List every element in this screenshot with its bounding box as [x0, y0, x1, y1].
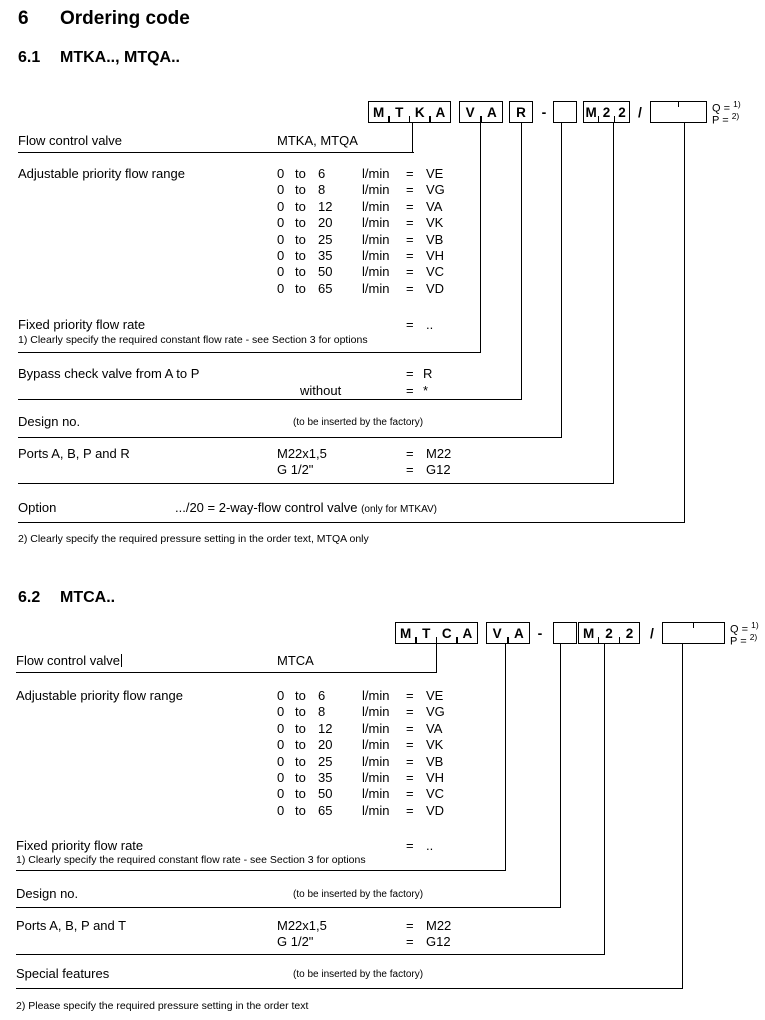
text-cursor-artifact	[121, 654, 122, 667]
code-cell: V	[465, 104, 475, 120]
flow-unit: l/min	[362, 215, 390, 231]
code-box-ports	[578, 622, 640, 644]
section-rule	[18, 483, 614, 484]
equals-sign: =	[406, 383, 414, 398]
connector-line	[604, 644, 605, 954]
code-cell	[663, 623, 693, 643]
code-box-design-empty	[553, 622, 577, 644]
flow-code: VH	[426, 247, 445, 263]
q-label: Q =	[730, 623, 749, 636]
port-code: G12	[426, 462, 451, 478]
equals-sign: =	[406, 838, 414, 853]
flow-to-word: to	[295, 786, 306, 802]
footnote-ref: 1)	[751, 620, 759, 630]
fixed-rate-code: ..	[426, 838, 434, 853]
flow-from: 0	[277, 247, 285, 263]
code-cell: M	[585, 104, 597, 120]
flow-unit: l/min	[362, 704, 390, 720]
row-label-design: Design no.	[16, 886, 79, 901]
equals-sign: =	[406, 366, 414, 381]
code-cell: M	[400, 625, 412, 641]
dash-separator: -	[537, 625, 543, 641]
code-cell	[554, 623, 576, 643]
connector-line	[560, 644, 561, 907]
bypass-without-code: *	[423, 383, 429, 398]
section-rule	[18, 399, 522, 400]
section-title: MTKA.., MTQA..	[60, 49, 180, 66]
bypass-without-label: without	[300, 383, 342, 398]
page-title	[18, 8, 190, 30]
flow-max: 65	[318, 802, 333, 818]
flow-from: 0	[277, 182, 285, 198]
equals-sign: =	[406, 280, 414, 296]
flow-to-word: to	[295, 753, 306, 769]
flow-to-word: to	[295, 769, 306, 785]
equals-sign: =	[406, 769, 414, 785]
port-thread: G 1/2"	[277, 934, 314, 950]
equals-sign: =	[406, 264, 414, 280]
footnote-ref: 2)	[749, 632, 758, 642]
footnote-ref: 2)	[731, 111, 740, 121]
flow-unit: l/min	[362, 247, 390, 263]
port-thread: M22x1,5	[277, 918, 327, 933]
section-title: Ordering code	[60, 8, 190, 29]
section-title: MTCA..	[60, 589, 116, 606]
equals-sign: =	[406, 166, 414, 181]
code-cell: C	[441, 625, 452, 641]
code-box-flow-variant	[459, 101, 503, 123]
flow-to-word: to	[295, 720, 306, 736]
section-rule	[16, 870, 506, 871]
design-note: (to be inserted by the factory)	[293, 417, 424, 428]
section-rule	[18, 522, 685, 523]
footnote-1: 1) Clearly specify the required constant flow rate - see Section 3 for options	[16, 854, 366, 866]
row-label-ports: Ports A, B, P and R	[18, 446, 130, 461]
q-label: Q =	[712, 102, 731, 115]
equals-sign: =	[406, 720, 414, 736]
equals-sign: =	[406, 182, 414, 198]
port-thread: G 1/2"	[277, 462, 314, 478]
flow-code: VA	[426, 720, 443, 736]
option-value: .../20 = 2-way-flow control valve	[175, 500, 358, 515]
code-cell: A	[513, 625, 524, 641]
code-cell: 2	[625, 625, 634, 641]
code-cell: M	[582, 625, 595, 641]
flow-max: 25	[318, 753, 333, 769]
code-cell: 2	[605, 625, 613, 641]
code-box-option-empty	[650, 101, 707, 123]
code-cell: A	[486, 104, 497, 120]
connector-line	[521, 123, 522, 399]
flow-max: 25	[318, 231, 333, 247]
connector-line	[436, 644, 437, 672]
connector-line	[412, 123, 413, 152]
equals-sign: =	[406, 446, 414, 461]
code-cell	[651, 102, 678, 122]
flow-unit: l/min	[362, 720, 390, 736]
row-label-flow-range: Adjustable priority flow range	[16, 688, 183, 703]
special-features-note: (to be inserted by the factory)	[293, 969, 424, 980]
code-cell: K	[414, 104, 425, 120]
flow-to-word: to	[295, 737, 306, 753]
equals-sign: =	[406, 802, 414, 818]
flow-max: 6	[318, 166, 326, 181]
connector-line	[480, 123, 481, 352]
footnote-2: 2) Please specify the required pressure setting in the order text	[16, 1000, 309, 1012]
connector-line	[613, 123, 614, 483]
flow-code: VG	[426, 704, 445, 720]
connector-line	[682, 644, 683, 988]
code-cell: 2	[618, 104, 626, 120]
flow-from: 0	[277, 215, 285, 231]
code-box-design-empty	[553, 101, 577, 123]
flow-max: 8	[318, 182, 326, 198]
flow-code: VB	[426, 231, 444, 247]
flow-max: 65	[318, 280, 333, 296]
flow-code: VH	[426, 769, 445, 785]
equals-sign: =	[406, 786, 414, 802]
equals-sign: =	[406, 753, 414, 769]
flow-from: 0	[277, 720, 285, 736]
code-box-model	[395, 622, 478, 644]
code-cell: V	[492, 625, 502, 641]
flow-unit: l/min	[362, 280, 390, 296]
dash-separator: -	[541, 104, 547, 120]
code-cell: A	[435, 104, 446, 120]
flow-max: 20	[318, 215, 333, 231]
section-6-2-heading	[18, 589, 115, 607]
flow-to-word: to	[295, 688, 306, 703]
flow-unit: l/min	[362, 688, 390, 703]
row-label-fixed-rate: Fixed priority flow rate	[16, 838, 144, 853]
flow-max: 12	[318, 720, 333, 736]
code-cell: T	[395, 104, 404, 120]
flow-to-word: to	[295, 215, 306, 231]
flow-to-word: to	[295, 182, 306, 198]
flow-code: VD	[426, 802, 445, 818]
row-label-bypass: Bypass check valve from A to P	[18, 366, 200, 381]
code-cell: A	[462, 625, 473, 641]
footnote-ref: 1)	[733, 99, 741, 109]
flow-max: 20	[318, 737, 333, 753]
equals-sign: =	[406, 688, 414, 703]
equals-sign: =	[406, 231, 414, 247]
section-rule	[18, 352, 481, 353]
row-label-flow-range: Adjustable priority flow range	[18, 166, 185, 181]
flow-max: 8	[318, 704, 326, 720]
flow-code: VA	[426, 198, 443, 214]
flow-to-word: to	[295, 247, 306, 263]
footnote-2: 2) Clearly specify the required pressure setting in the order text, MTQA only	[18, 533, 369, 545]
code-box-bypass	[509, 101, 533, 123]
flow-to-word: to	[295, 166, 306, 181]
equals-sign: =	[406, 247, 414, 263]
flow-to-word: to	[295, 198, 306, 214]
code-box-flow-variant	[486, 622, 530, 644]
code-cell: T	[422, 625, 431, 641]
bypass-code: R	[423, 366, 433, 381]
row-label-fixed-rate: Fixed priority flow rate	[18, 317, 146, 332]
flow-max: 35	[318, 769, 333, 785]
code-cell	[554, 102, 576, 122]
flow-to-word: to	[295, 704, 306, 720]
row-label-flow-valve: Flow control valve	[16, 653, 121, 668]
port-code: G12	[426, 934, 451, 950]
section-rule	[16, 954, 605, 955]
section-rule	[16, 907, 561, 908]
code-cell: M	[373, 104, 385, 120]
flow-from: 0	[277, 280, 285, 296]
flow-max: 50	[318, 786, 333, 802]
section-number: 6.2	[18, 589, 41, 606]
code-cell: R	[516, 104, 526, 120]
port-code: M22	[426, 446, 452, 461]
flow-from: 0	[277, 688, 285, 703]
flow-to-word: to	[295, 264, 306, 280]
connector-line	[505, 644, 506, 870]
footnote-1: 1) Clearly specify the required constant flow rate - see Section 3 for options	[18, 334, 368, 346]
flow-from: 0	[277, 786, 285, 802]
flow-code: VE	[426, 166, 444, 181]
fixed-rate-code: ..	[426, 317, 434, 332]
p-label: P =	[712, 114, 729, 127]
equals-sign: =	[406, 704, 414, 720]
row-value-flow-valve: MTCA	[277, 653, 314, 668]
flow-code: VB	[426, 753, 444, 769]
flow-unit: l/min	[362, 198, 390, 214]
row-label-ports: Ports A, B, P and T	[16, 918, 127, 933]
section-rule	[18, 437, 562, 438]
flow-unit: l/min	[362, 802, 390, 818]
flow-from: 0	[277, 753, 285, 769]
connector-line	[684, 123, 685, 522]
flow-unit: l/min	[362, 166, 390, 181]
flow-code: VK	[426, 215, 444, 231]
flow-unit: l/min	[362, 753, 390, 769]
row-label-special-features: Special features	[16, 966, 110, 981]
flow-unit: l/min	[362, 264, 390, 280]
flow-from: 0	[277, 166, 285, 181]
flow-code: VD	[426, 280, 445, 296]
flow-code: VE	[426, 688, 444, 703]
code-box-model	[368, 101, 451, 123]
code-box-ports	[583, 101, 630, 123]
flow-max: 50	[318, 264, 333, 280]
equals-sign: =	[406, 918, 414, 933]
section-number: 6.1	[18, 49, 41, 66]
flow-from: 0	[277, 802, 285, 818]
flow-to-word: to	[295, 802, 306, 818]
equals-sign: =	[406, 198, 414, 214]
code-cell	[679, 102, 706, 122]
equals-sign: =	[406, 215, 414, 231]
section-6-1-heading	[18, 49, 180, 67]
flow-code: VG	[426, 182, 445, 198]
flow-code: VK	[426, 737, 444, 753]
flow-to-word: to	[295, 231, 306, 247]
slash-separator: /	[638, 104, 642, 120]
flow-code: VC	[426, 786, 445, 802]
flow-unit: l/min	[362, 231, 390, 247]
flow-max: 6	[318, 688, 326, 703]
option-note: (only for MTKAV)	[361, 504, 438, 515]
flow-from: 0	[277, 231, 285, 247]
section-number: 6	[18, 8, 29, 29]
flow-unit: l/min	[362, 182, 390, 198]
option-value-line	[175, 500, 437, 515]
code-cell	[694, 623, 724, 643]
flow-from: 0	[277, 264, 285, 280]
equals-sign: =	[406, 462, 414, 478]
flow-max: 35	[318, 247, 333, 263]
flow-code: VC	[426, 264, 445, 280]
row-label-flow-valve: Flow control valve	[18, 133, 123, 148]
p-annotation	[712, 111, 739, 127]
port-thread: M22x1,5	[277, 446, 327, 461]
flow-to-word: to	[295, 280, 306, 296]
flow-from: 0	[277, 769, 285, 785]
flow-unit: l/min	[362, 786, 390, 802]
design-note: (to be inserted by the factory)	[293, 889, 424, 900]
port-code: M22	[426, 918, 452, 933]
flow-unit: l/min	[362, 769, 390, 785]
row-label-design: Design no.	[18, 414, 81, 429]
flow-from: 0	[277, 198, 285, 214]
equals-sign: =	[406, 317, 414, 332]
flow-max: 12	[318, 198, 333, 214]
section-rule	[16, 672, 437, 673]
equals-sign: =	[406, 737, 414, 753]
connector-line	[561, 123, 562, 437]
equals-sign: =	[406, 934, 414, 950]
section-rule	[18, 152, 414, 153]
row-value-flow-valve: MTKA, MTQA	[277, 133, 358, 148]
code-cell: 2	[602, 104, 611, 120]
flow-from: 0	[277, 737, 285, 753]
p-annotation	[730, 632, 757, 648]
row-label-option: Option	[18, 500, 57, 515]
code-box-option-empty	[662, 622, 725, 644]
section-rule	[16, 988, 683, 989]
flow-from: 0	[277, 704, 285, 720]
flow-unit: l/min	[362, 737, 390, 753]
slash-separator: /	[650, 625, 654, 641]
p-label: P =	[730, 635, 747, 648]
